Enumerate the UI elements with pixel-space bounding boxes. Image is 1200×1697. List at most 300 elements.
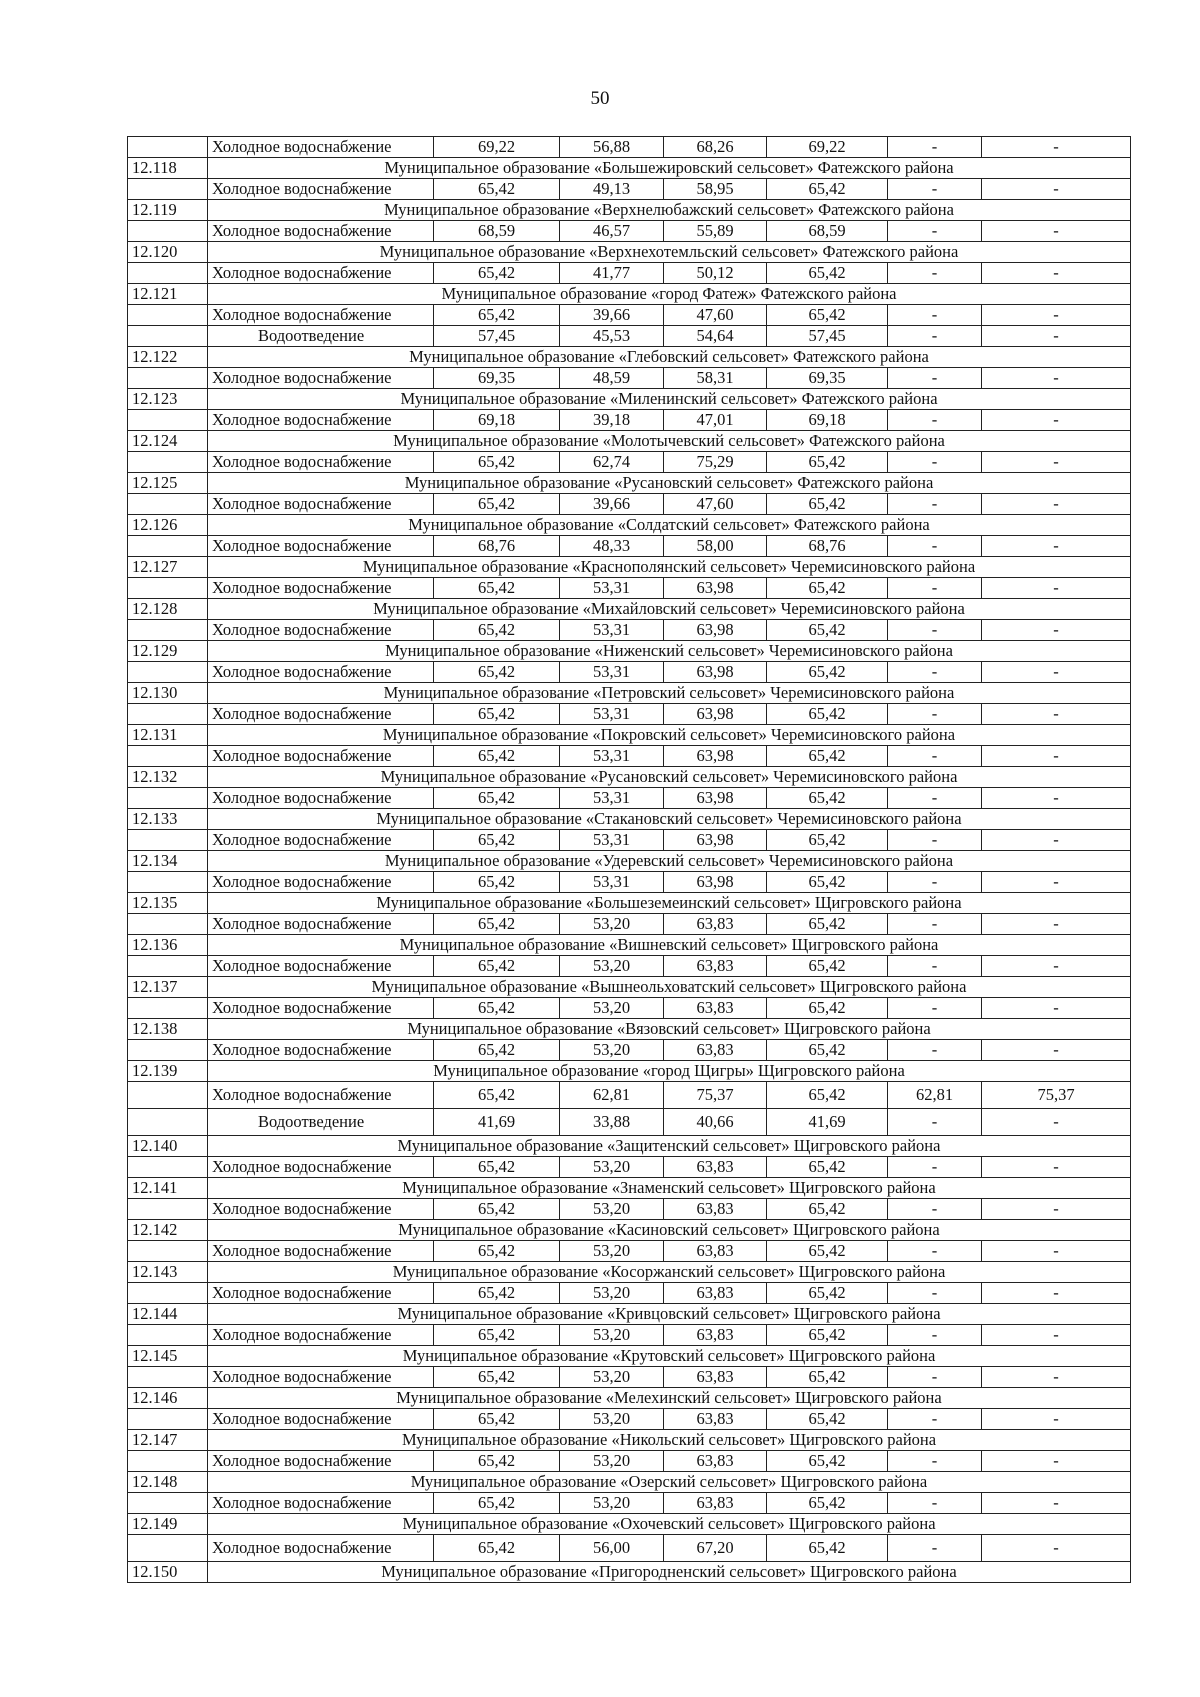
row-number	[128, 536, 208, 557]
municipality-row	[128, 431, 1131, 452]
tariff-value: -	[982, 746, 1131, 767]
service-name: Холодное водоснабжение	[208, 746, 434, 767]
municipality-row	[128, 347, 1131, 368]
tariff-value: -	[888, 263, 982, 284]
tariff-value: 33,88	[560, 1109, 664, 1136]
municipality-row	[128, 158, 1131, 179]
page-number: 50	[590, 88, 610, 109]
tariff-value: 65,42	[434, 1535, 560, 1562]
tariff-value: 50,12	[664, 263, 767, 284]
service-row	[128, 1451, 1131, 1472]
tariff-value: 68,26	[664, 137, 767, 158]
tariff-value: 41,77	[560, 263, 664, 284]
tariff-value: 49,13	[560, 179, 664, 200]
service-name: Холодное водоснабжение	[208, 305, 434, 326]
tariff-value: -	[982, 704, 1131, 725]
tariff-value: 63,83	[664, 1283, 767, 1304]
tariff-value: -	[888, 1493, 982, 1514]
tariff-value: -	[888, 1325, 982, 1346]
service-row	[128, 137, 1131, 158]
tariff-value: 65,42	[434, 263, 560, 284]
tariff-value: 53,31	[560, 662, 664, 683]
tariff-value: 63,98	[664, 662, 767, 683]
row-number: 12.150	[128, 1562, 208, 1583]
service-name: Холодное водоснабжение	[208, 1493, 434, 1514]
tariff-value: 69,18	[434, 410, 560, 431]
row-number: 12.145	[128, 1346, 208, 1367]
tariff-value: -	[982, 872, 1131, 893]
municipality-title: Муниципальное образование «Покровский сельсовет» Черемисиновского района	[208, 725, 1131, 746]
service-name: Холодное водоснабжение	[208, 494, 434, 515]
tariff-value: -	[888, 1241, 982, 1262]
tariff-value: -	[982, 263, 1131, 284]
tariff-value: 53,20	[560, 1157, 664, 1178]
municipality-row	[128, 1019, 1131, 1040]
service-name: Холодное водоснабжение	[208, 1241, 434, 1262]
tariff-value: 68,59	[434, 221, 560, 242]
tariff-value: 63,98	[664, 872, 767, 893]
tariff-value: 53,31	[560, 872, 664, 893]
tariff-value: 62,81	[560, 1082, 664, 1109]
row-number	[128, 305, 208, 326]
service-name: Холодное водоснабжение	[208, 179, 434, 200]
tariff-value: -	[982, 1409, 1131, 1430]
tariff-value: 65,42	[767, 494, 888, 515]
row-number	[128, 1157, 208, 1178]
tariff-value: 65,42	[767, 914, 888, 935]
tariff-value: 65,42	[434, 1082, 560, 1109]
tariff-value: -	[982, 179, 1131, 200]
tariff-value: 53,31	[560, 704, 664, 725]
service-name: Холодное водоснабжение	[208, 1409, 434, 1430]
municipality-title: Муниципальное образование «город Фатеж» Фатежского района	[208, 284, 1131, 305]
tariff-value: 65,42	[434, 1199, 560, 1220]
service-row	[128, 263, 1131, 284]
tariff-value: 75,29	[664, 452, 767, 473]
service-name: Холодное водоснабжение	[208, 1082, 434, 1109]
tariff-value: 53,20	[560, 1451, 664, 1472]
tariff-value: 65,42	[434, 1325, 560, 1346]
municipality-title: Муниципальное образование «Петровский сельсовет» Черемисиновского района	[208, 683, 1131, 704]
row-number: 12.126	[128, 515, 208, 536]
tariff-value: 65,42	[767, 830, 888, 851]
tariff-value: 53,20	[560, 914, 664, 935]
tariff-value: 65,42	[767, 1283, 888, 1304]
tariff-value: -	[888, 179, 982, 200]
row-number: 12.146	[128, 1388, 208, 1409]
tariff-value: 69,22	[767, 137, 888, 158]
row-number: 12.129	[128, 641, 208, 662]
tariff-value: 63,83	[664, 914, 767, 935]
municipality-title: Муниципальное образование «Крутовский сельсовет» Щигровского района	[208, 1346, 1131, 1367]
tariff-value: 65,42	[434, 1367, 560, 1388]
municipality-title: Муниципальное образование «Пригородненский сельсовет» Щигровского района	[208, 1562, 1131, 1583]
row-number	[128, 179, 208, 200]
tariff-value: 47,60	[664, 494, 767, 515]
municipality-row	[128, 1220, 1131, 1241]
tariff-value: 47,01	[664, 410, 767, 431]
tariff-value: 65,42	[767, 662, 888, 683]
row-number	[128, 1199, 208, 1220]
tariff-value: 55,89	[664, 221, 767, 242]
tariff-value: -	[982, 788, 1131, 809]
service-name: Холодное водоснабжение	[208, 1535, 434, 1562]
tariff-value: 63,83	[664, 1367, 767, 1388]
service-row	[128, 1409, 1131, 1430]
tariff-value: -	[982, 830, 1131, 851]
tariff-value: 47,60	[664, 305, 767, 326]
service-row	[128, 1493, 1131, 1514]
tariff-value: 65,42	[767, 1325, 888, 1346]
row-number	[128, 263, 208, 284]
service-row	[128, 998, 1131, 1019]
tariff-value: -	[982, 914, 1131, 935]
service-name: Холодное водоснабжение	[208, 1451, 434, 1472]
municipality-row	[128, 1514, 1131, 1535]
tariff-value: 53,31	[560, 620, 664, 641]
row-number	[128, 1241, 208, 1262]
row-number	[128, 410, 208, 431]
row-number: 12.139	[128, 1061, 208, 1082]
tariff-value: -	[982, 137, 1131, 158]
tariff-value: 57,45	[434, 326, 560, 347]
tariff-value: 65,42	[767, 1493, 888, 1514]
row-number: 12.142	[128, 1220, 208, 1241]
row-number	[128, 1040, 208, 1061]
tariff-value: -	[888, 410, 982, 431]
tariff-value: 63,83	[664, 1493, 767, 1514]
service-row	[128, 221, 1131, 242]
tariff-value: -	[982, 578, 1131, 599]
municipality-row	[128, 851, 1131, 872]
row-number	[128, 1109, 208, 1136]
row-number: 12.122	[128, 347, 208, 368]
tariff-value: 41,69	[434, 1109, 560, 1136]
municipality-title: Муниципальное образование «Миленинский сельсовет» Фатежского района	[208, 389, 1131, 410]
municipality-title: Муниципальное образование «Кривцовский сельсовет» Щигровского района	[208, 1304, 1131, 1325]
tariff-value: -	[888, 662, 982, 683]
service-row	[128, 914, 1131, 935]
tariff-value: 65,42	[767, 998, 888, 1019]
tariff-value: -	[888, 788, 982, 809]
service-name: Холодное водоснабжение	[208, 578, 434, 599]
row-number: 12.123	[128, 389, 208, 410]
service-row	[128, 830, 1131, 851]
row-number	[128, 1283, 208, 1304]
tariff-value: -	[982, 998, 1131, 1019]
service-name: Холодное водоснабжение	[208, 620, 434, 641]
tariff-value: 63,83	[664, 1157, 767, 1178]
row-number	[128, 1493, 208, 1514]
service-row	[128, 368, 1131, 389]
tariff-value: 68,76	[434, 536, 560, 557]
row-number: 12.136	[128, 935, 208, 956]
tariff-value: 63,98	[664, 704, 767, 725]
tariff-value: 53,31	[560, 830, 664, 851]
row-number: 12.130	[128, 683, 208, 704]
row-number	[128, 137, 208, 158]
service-row	[128, 179, 1131, 200]
service-name: Холодное водоснабжение	[208, 956, 434, 977]
tariff-value: 53,20	[560, 1409, 664, 1430]
service-name: Холодное водоснабжение	[208, 452, 434, 473]
tariff-value: -	[888, 1040, 982, 1061]
tariff-value: -	[982, 1451, 1131, 1472]
tariff-value: -	[888, 326, 982, 347]
tariff-value: 53,20	[560, 1040, 664, 1061]
row-number: 12.118	[128, 158, 208, 179]
tariff-value: 65,42	[767, 1241, 888, 1262]
municipality-row	[128, 200, 1131, 221]
row-number	[128, 578, 208, 599]
tariff-value: -	[982, 326, 1131, 347]
service-row	[128, 410, 1131, 431]
tariff-value: 53,20	[560, 1241, 664, 1262]
service-row	[128, 1283, 1131, 1304]
municipality-title: Муниципальное образование «Большеземеинский сельсовет» Щигровского района	[208, 893, 1131, 914]
tariff-value: -	[888, 1283, 982, 1304]
municipality-title: Муниципальное образование «Охочевский сельсовет» Щигровского района	[208, 1514, 1131, 1535]
municipality-row	[128, 1430, 1131, 1451]
tariff-value: 39,18	[560, 410, 664, 431]
row-number	[128, 1325, 208, 1346]
tariff-value: 53,20	[560, 1325, 664, 1346]
tariff-value: 65,42	[767, 1535, 888, 1562]
tariff-value: 69,35	[434, 368, 560, 389]
service-row	[128, 956, 1131, 977]
row-number	[128, 452, 208, 473]
tariff-value: -	[982, 305, 1131, 326]
tariff-value: 53,31	[560, 746, 664, 767]
row-number: 12.137	[128, 977, 208, 998]
municipality-row	[128, 515, 1131, 536]
row-number	[128, 1451, 208, 1472]
tariff-value: -	[982, 410, 1131, 431]
row-number	[128, 221, 208, 242]
tariff-value: 57,45	[767, 326, 888, 347]
tariff-value: 75,37	[982, 1082, 1131, 1109]
service-row	[128, 1367, 1131, 1388]
service-row	[128, 494, 1131, 515]
row-number	[128, 746, 208, 767]
tariff-value: -	[888, 830, 982, 851]
tariff-value: 62,74	[560, 452, 664, 473]
tariff-value: 58,31	[664, 368, 767, 389]
tariff-value: -	[982, 620, 1131, 641]
tariff-value: 58,00	[664, 536, 767, 557]
tariff-value: 65,42	[767, 1157, 888, 1178]
tariff-value: 65,42	[434, 830, 560, 851]
municipality-row	[128, 599, 1131, 620]
service-name: Холодное водоснабжение	[208, 998, 434, 1019]
tariff-value: -	[888, 1451, 982, 1472]
tariff-value: 54,64	[664, 326, 767, 347]
service-row	[128, 1082, 1131, 1109]
tariff-value: 65,42	[767, 1040, 888, 1061]
tariff-value: 65,42	[767, 179, 888, 200]
tariff-value: 65,42	[767, 620, 888, 641]
service-name: Холодное водоснабжение	[208, 1283, 434, 1304]
tariff-value: 65,42	[767, 578, 888, 599]
row-number: 12.144	[128, 1304, 208, 1325]
tariff-value: 65,42	[767, 1409, 888, 1430]
service-name: Холодное водоснабжение	[208, 1157, 434, 1178]
municipality-row	[128, 284, 1131, 305]
tariff-value: -	[888, 1157, 982, 1178]
row-number	[128, 872, 208, 893]
tariff-value: -	[888, 494, 982, 515]
service-name: Холодное водоснабжение	[208, 221, 434, 242]
tariff-value: 63,98	[664, 746, 767, 767]
tariff-value: 63,98	[664, 788, 767, 809]
tariff-value: -	[982, 1283, 1131, 1304]
tariff-value: -	[982, 1241, 1131, 1262]
row-number: 12.121	[128, 284, 208, 305]
tariff-value: 48,59	[560, 368, 664, 389]
row-number	[128, 998, 208, 1019]
tariff-value: -	[982, 494, 1131, 515]
service-name: Холодное водоснабжение	[208, 1325, 434, 1346]
service-row	[128, 326, 1131, 347]
tariff-value: -	[982, 1325, 1131, 1346]
tariff-value: 63,83	[664, 1040, 767, 1061]
tariff-value: 63,83	[664, 1451, 767, 1472]
row-number	[128, 914, 208, 935]
tariff-value: 63,83	[664, 956, 767, 977]
service-row	[128, 452, 1131, 473]
tariff-value: 48,33	[560, 536, 664, 557]
tariff-value: -	[888, 368, 982, 389]
municipality-row	[128, 935, 1131, 956]
tariff-value: 39,66	[560, 494, 664, 515]
municipality-title: Муниципальное образование «Краснополянский сельсовет» Черемисиновского района	[208, 557, 1131, 578]
municipality-row	[128, 242, 1131, 263]
tariff-value: -	[982, 1367, 1131, 1388]
tariff-value: 69,18	[767, 410, 888, 431]
tariff-value: 65,42	[434, 998, 560, 1019]
tariff-value: -	[888, 1409, 982, 1430]
tariff-value: 65,42	[434, 662, 560, 683]
municipality-row	[128, 473, 1131, 494]
row-number: 12.143	[128, 1262, 208, 1283]
service-row	[128, 1325, 1131, 1346]
tariff-value: 65,42	[767, 452, 888, 473]
service-name: Холодное водоснабжение	[208, 914, 434, 935]
municipality-title: Муниципальное образование «Ниженский сельсовет» Черемисиновского района	[208, 641, 1131, 662]
row-number: 12.147	[128, 1430, 208, 1451]
service-row	[128, 662, 1131, 683]
tariff-value: 65,42	[434, 1241, 560, 1262]
service-row	[128, 578, 1131, 599]
tariff-value: 65,42	[434, 179, 560, 200]
tariff-value: 56,88	[560, 137, 664, 158]
tariff-value: 65,42	[767, 1367, 888, 1388]
municipality-row	[128, 1346, 1131, 1367]
service-row	[128, 1157, 1131, 1178]
tariff-value: 53,20	[560, 998, 664, 1019]
tariff-value: -	[888, 1109, 982, 1136]
tariff-value: 65,42	[767, 872, 888, 893]
municipality-title: Муниципальное образование «Верхнелюбажский сельсовет» Фатежского района	[208, 200, 1131, 221]
tariff-value: 53,20	[560, 1493, 664, 1514]
tariff-value: 65,42	[767, 1199, 888, 1220]
municipality-row	[128, 1178, 1131, 1199]
tariff-value: 65,42	[434, 956, 560, 977]
municipality-row	[128, 1136, 1131, 1157]
tariff-value: 65,42	[767, 788, 888, 809]
row-number: 12.135	[128, 893, 208, 914]
service-name: Водоотведение	[208, 326, 434, 347]
tariff-value: 65,42	[767, 1451, 888, 1472]
tariff-value: 65,42	[434, 914, 560, 935]
service-name: Холодное водоснабжение	[208, 137, 434, 158]
row-number	[128, 830, 208, 851]
tariff-value: -	[982, 956, 1131, 977]
municipality-title: Муниципальное образование «Вишневский сельсовет» Щигровского района	[208, 935, 1131, 956]
tariff-value: 65,42	[434, 1451, 560, 1472]
tariff-value: 41,69	[767, 1109, 888, 1136]
tariff-value: 65,42	[434, 872, 560, 893]
tariff-value: -	[888, 872, 982, 893]
service-row	[128, 872, 1131, 893]
tariff-value: 65,42	[767, 956, 888, 977]
tariff-value: 65,42	[434, 305, 560, 326]
municipality-title: Муниципальное образование «Солдатский сельсовет» Фатежского района	[208, 515, 1131, 536]
service-row	[128, 1199, 1131, 1220]
row-number: 12.125	[128, 473, 208, 494]
tariff-value: 65,42	[767, 305, 888, 326]
row-number: 12.133	[128, 809, 208, 830]
municipality-title: Муниципальное образование «Вязовский сельсовет» Щигровского района	[208, 1019, 1131, 1040]
service-name: Холодное водоснабжение	[208, 662, 434, 683]
service-row	[128, 1535, 1131, 1562]
municipality-title: Муниципальное образование «Молотычевский сельсовет» Фатежского района	[208, 431, 1131, 452]
tariff-value: 65,42	[434, 494, 560, 515]
municipality-title: Муниципальное образование «Большежировский сельсовет» Фатежского района	[208, 158, 1131, 179]
row-number: 12.140	[128, 1136, 208, 1157]
tariff-value: 63,98	[664, 578, 767, 599]
tariff-value: 65,42	[767, 704, 888, 725]
tariff-value: 53,31	[560, 788, 664, 809]
row-number	[128, 1082, 208, 1109]
tariff-value: 63,83	[664, 1199, 767, 1220]
row-number: 12.128	[128, 599, 208, 620]
tariff-value: 65,42	[434, 1409, 560, 1430]
tariff-value: -	[982, 662, 1131, 683]
municipality-row	[128, 1388, 1131, 1409]
municipality-row	[128, 767, 1131, 788]
tariff-value: -	[888, 1535, 982, 1562]
tariff-value: -	[982, 536, 1131, 557]
row-number: 12.134	[128, 851, 208, 872]
row-number	[128, 494, 208, 515]
tariff-value: -	[888, 137, 982, 158]
municipality-row	[128, 1262, 1131, 1283]
row-number: 12.119	[128, 200, 208, 221]
row-number: 12.141	[128, 1178, 208, 1199]
tariff-value: -	[888, 1367, 982, 1388]
tariff-value: 68,59	[767, 221, 888, 242]
tariff-value: 65,42	[434, 704, 560, 725]
row-number	[128, 1535, 208, 1562]
tariff-value: 46,57	[560, 221, 664, 242]
municipality-row	[128, 893, 1131, 914]
municipality-row	[128, 1061, 1131, 1082]
municipality-title: Муниципальное образование «Касиновский сельсовет» Щигровского района	[208, 1220, 1131, 1241]
tariff-value: 65,42	[434, 1493, 560, 1514]
tariff-value: 53,20	[560, 1199, 664, 1220]
municipality-title: Муниципальное образование «Русановский сельсовет» Черемисиновского района	[208, 767, 1131, 788]
